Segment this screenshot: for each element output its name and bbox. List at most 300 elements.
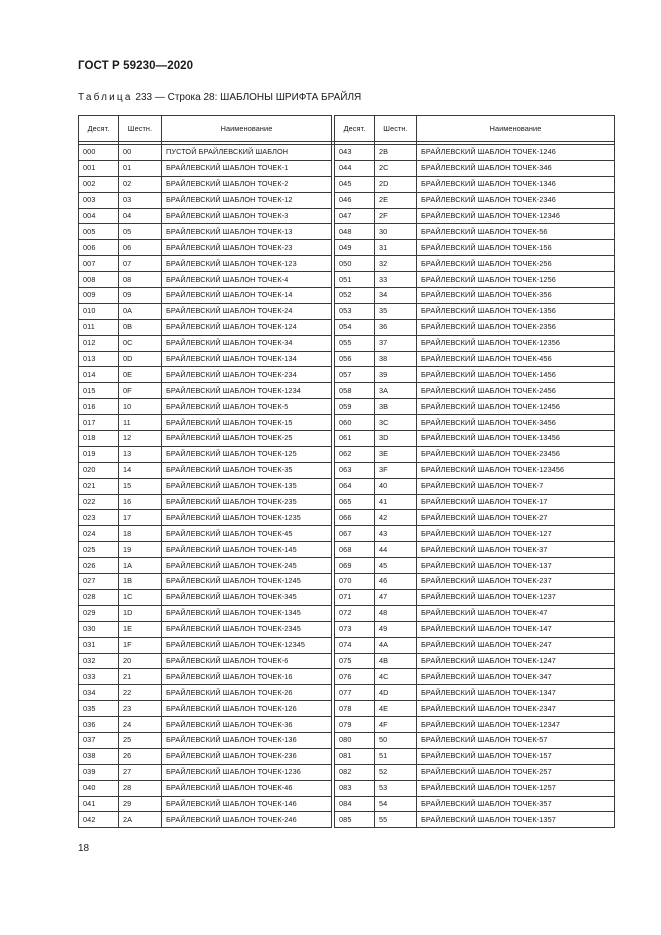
right-dec-cell: 073: [335, 621, 375, 637]
right-dec-cell: 067: [335, 526, 375, 542]
table-row: [79, 653, 615, 669]
left-hex-cell: 23: [119, 701, 162, 717]
left-dec-cell: 042: [79, 812, 119, 828]
left-name-cell: БРАЙЛЕВСКИЙ ШАБЛОН ТОЧЕК-2345: [162, 621, 332, 637]
left-dec-cell: 027: [79, 574, 119, 590]
right-name-cell: БРАЙЛЕВСКИЙ ШАБЛОН ТОЧЕК-356: [417, 288, 615, 304]
table-row: [79, 431, 615, 447]
right-hex-cell: 2F: [375, 208, 417, 224]
left-dec-cell: 016: [79, 399, 119, 415]
table-row: [79, 240, 615, 256]
right-hex-cell: 49: [375, 621, 417, 637]
table-row: [79, 685, 615, 701]
right-dec-cell: 082: [335, 764, 375, 780]
table-row: [79, 160, 615, 176]
table-row: [79, 526, 615, 542]
right-dec-cell: 057: [335, 367, 375, 383]
document-header: ГОСТ Р 59230—2020: [78, 60, 194, 72]
left-dec-cell: 006: [79, 240, 119, 256]
table-header-row: [79, 116, 615, 142]
left-name-cell: БРАЙЛЕВСКИЙ ШАБЛОН ТОЧЕК-35: [162, 462, 332, 478]
left-dec-cell: 014: [79, 367, 119, 383]
left-name-cell: БРАЙЛЕВСКИЙ ШАБЛОН ТОЧЕК-13: [162, 224, 332, 240]
left-dec-cell: 033: [79, 669, 119, 685]
right-dec-cell: 068: [335, 542, 375, 558]
left-hex-cell: 09: [119, 288, 162, 304]
right-name-cell: БРАЙЛЕВСКИЙ ШАБЛОН ТОЧЕК-13456: [417, 431, 615, 447]
left-hex-cell: 25: [119, 732, 162, 748]
right-dec-cell: 049: [335, 240, 375, 256]
right-hex-cell: 34: [375, 288, 417, 304]
table-row: [79, 812, 615, 828]
table-row: [79, 796, 615, 812]
left-name-cell: БРАЙЛЕВСКИЙ ШАБЛОН ТОЧЕК-12345: [162, 637, 332, 653]
left-dec-cell: 036: [79, 717, 119, 733]
right-name-cell: БРАЙЛЕВСКИЙ ШАБЛОН ТОЧЕК-1257: [417, 780, 615, 796]
left-hex-cell: 01: [119, 160, 162, 176]
left-hex-cell: 05: [119, 224, 162, 240]
left-hex-cell: 10: [119, 399, 162, 415]
right-dec-cell: 046: [335, 192, 375, 208]
left-hex-cell: 08: [119, 272, 162, 288]
left-hex-cell: 1E: [119, 621, 162, 637]
left-dec-cell: 035: [79, 701, 119, 717]
right-hex-cell: 53: [375, 780, 417, 796]
left-name-cell: БРАЙЛЕВСКИЙ ШАБЛОН ТОЧЕК-236: [162, 748, 332, 764]
left-hex-cell: 27: [119, 764, 162, 780]
right-hex-cell: 30: [375, 224, 417, 240]
left-hex-cell: 0A: [119, 303, 162, 319]
right-name-cell: БРАЙЛЕВСКИЙ ШАБЛОН ТОЧЕК-137: [417, 558, 615, 574]
table-row: [79, 288, 615, 304]
right-hex-cell: 4F: [375, 717, 417, 733]
right-dec-cell: 076: [335, 669, 375, 685]
table-row: [79, 351, 615, 367]
table-caption: [78, 92, 361, 103]
left-dec-cell: 032: [79, 653, 119, 669]
right-hex-cell: 51: [375, 748, 417, 764]
table-row: [79, 145, 615, 161]
right-name-cell: БРАЙЛЕВСКИЙ ШАБЛОН ТОЧЕК-37: [417, 542, 615, 558]
braille-patterns-table: [78, 115, 615, 828]
right-name-cell: БРАЙЛЕВСКИЙ ШАБЛОН ТОЧЕК-57: [417, 732, 615, 748]
right-name-cell: БРАЙЛЕВСКИЙ ШАБЛОН ТОЧЕК-1356: [417, 303, 615, 319]
left-hex-cell: 00: [119, 145, 162, 161]
left-hex-cell: 11: [119, 415, 162, 431]
right-dec-cell: 075: [335, 653, 375, 669]
right-hex-cell: 44: [375, 542, 417, 558]
left-name-cell: БРАЙЛЕВСКИЙ ШАБЛОН ТОЧЕК-6: [162, 653, 332, 669]
left-dec-cell: 031: [79, 637, 119, 653]
left-name-cell: БРАЙЛЕВСКИЙ ШАБЛОН ТОЧЕК-235: [162, 494, 332, 510]
column-header-hex-left: Шестн.: [119, 116, 162, 142]
left-dec-cell: 002: [79, 176, 119, 192]
right-hex-cell: 4E: [375, 701, 417, 717]
left-name-cell: БРАЙЛЕВСКИЙ ШАБЛОН ТОЧЕК-1236: [162, 764, 332, 780]
table-row: [79, 192, 615, 208]
left-dec-cell: 003: [79, 192, 119, 208]
right-name-cell: БРАЙЛЕВСКИЙ ШАБЛОН ТОЧЕК-456: [417, 351, 615, 367]
left-dec-cell: 029: [79, 605, 119, 621]
left-hex-cell: 20: [119, 653, 162, 669]
right-name-cell: БРАЙЛЕВСКИЙ ШАБЛОН ТОЧЕК-2347: [417, 701, 615, 717]
table-row: [79, 637, 615, 653]
right-dec-cell: 072: [335, 605, 375, 621]
right-name-cell: БРАЙЛЕВСКИЙ ШАБЛОН ТОЧЕК-1256: [417, 272, 615, 288]
left-dec-cell: 012: [79, 335, 119, 351]
table-row: [79, 589, 615, 605]
right-name-cell: БРАЙЛЕВСКИЙ ШАБЛОН ТОЧЕК-1456: [417, 367, 615, 383]
table-row: [79, 303, 615, 319]
left-name-cell: БРАЙЛЕВСКИЙ ШАБЛОН ТОЧЕК-23: [162, 240, 332, 256]
table-row: [79, 701, 615, 717]
left-name-cell: БРАЙЛЕВСКИЙ ШАБЛОН ТОЧЕК-125: [162, 446, 332, 462]
right-name-cell: БРАЙЛЕВСКИЙ ШАБЛОН ТОЧЕК-123456: [417, 462, 615, 478]
left-hex-cell: 0D: [119, 351, 162, 367]
right-dec-cell: 071: [335, 589, 375, 605]
right-name-cell: БРАЙЛЕВСКИЙ ШАБЛОН ТОЧЕК-256: [417, 256, 615, 272]
table-row: [79, 574, 615, 590]
right-hex-cell: 47: [375, 589, 417, 605]
left-name-cell: БРАЙЛЕВСКИЙ ШАБЛОН ТОЧЕК-34: [162, 335, 332, 351]
right-name-cell: БРАЙЛЕВСКИЙ ШАБЛОН ТОЧЕК-2356: [417, 319, 615, 335]
left-name-cell: БРАЙЛЕВСКИЙ ШАБЛОН ТОЧЕК-1345: [162, 605, 332, 621]
left-name-cell: БРАЙЛЕВСКИЙ ШАБЛОН ТОЧЕК-24: [162, 303, 332, 319]
left-name-cell: БРАЙЛЕВСКИЙ ШАБЛОН ТОЧЕК-146: [162, 796, 332, 812]
right-dec-cell: 054: [335, 319, 375, 335]
table-row: [79, 510, 615, 526]
left-dec-cell: 023: [79, 510, 119, 526]
left-name-cell: БРАЙЛЕВСКИЙ ШАБЛОН ТОЧЕК-5: [162, 399, 332, 415]
table-row: [79, 764, 615, 780]
table-row: [79, 732, 615, 748]
right-hex-cell: 3D: [375, 431, 417, 447]
right-hex-cell: 4C: [375, 669, 417, 685]
table-row: [79, 319, 615, 335]
right-hex-cell: 3A: [375, 383, 417, 399]
column-header-name-right: Наименование: [417, 116, 615, 142]
right-dec-cell: 070: [335, 574, 375, 590]
left-hex-cell: 17: [119, 510, 162, 526]
table-row: [79, 717, 615, 733]
column-header-dec-left: Десят.: [79, 116, 119, 142]
table-row: [79, 446, 615, 462]
right-dec-cell: 056: [335, 351, 375, 367]
right-hex-cell: 33: [375, 272, 417, 288]
left-dec-cell: 001: [79, 160, 119, 176]
right-hex-cell: 32: [375, 256, 417, 272]
right-hex-cell: 3B: [375, 399, 417, 415]
left-dec-cell: 040: [79, 780, 119, 796]
left-dec-cell: 020: [79, 462, 119, 478]
right-dec-cell: 055: [335, 335, 375, 351]
right-name-cell: БРАЙЛЕВСКИЙ ШАБЛОН ТОЧЕК-1237: [417, 589, 615, 605]
table-row: [79, 542, 615, 558]
page-number: 18: [78, 843, 90, 854]
right-dec-cell: 069: [335, 558, 375, 574]
left-dec-cell: 017: [79, 415, 119, 431]
right-dec-cell: 064: [335, 478, 375, 494]
left-name-cell: БРАЙЛЕВСКИЙ ШАБЛОН ТОЧЕК-3: [162, 208, 332, 224]
right-dec-cell: 059: [335, 399, 375, 415]
left-name-cell: БРАЙЛЕВСКИЙ ШАБЛОН ТОЧЕК-45: [162, 526, 332, 542]
right-name-cell: БРАЙЛЕВСКИЙ ШАБЛОН ТОЧЕК-12456: [417, 399, 615, 415]
right-dec-cell: 052: [335, 288, 375, 304]
right-hex-cell: 38: [375, 351, 417, 367]
braille-table-container: [78, 115, 614, 828]
right-hex-cell: 45: [375, 558, 417, 574]
left-name-cell: БРАЙЛЕВСКИЙ ШАБЛОН ТОЧЕК-234: [162, 367, 332, 383]
left-dec-cell: 015: [79, 383, 119, 399]
right-dec-cell: 058: [335, 383, 375, 399]
right-name-cell: БРАЙЛЕВСКИЙ ШАБЛОН ТОЧЕК-257: [417, 764, 615, 780]
right-hex-cell: 4B: [375, 653, 417, 669]
left-dec-cell: 019: [79, 446, 119, 462]
right-name-cell: БРАЙЛЕВСКИЙ ШАБЛОН ТОЧЕК-56: [417, 224, 615, 240]
left-hex-cell: 02: [119, 176, 162, 192]
right-dec-cell: 044: [335, 160, 375, 176]
left-dec-cell: 039: [79, 764, 119, 780]
caption-title: 233 — Строка 28: ШАБЛОНЫ ШРИФТА БРАЙЛЯ: [132, 92, 362, 103]
right-dec-cell: 074: [335, 637, 375, 653]
right-name-cell: БРАЙЛЕВСКИЙ ШАБЛОН ТОЧЕК-147: [417, 621, 615, 637]
left-name-cell: БРАЙЛЕВСКИЙ ШАБЛОН ТОЧЕК-2: [162, 176, 332, 192]
right-hex-cell: 36: [375, 319, 417, 335]
table-row: [79, 669, 615, 685]
left-name-cell: БРАЙЛЕВСКИЙ ШАБЛОН ТОЧЕК-14: [162, 288, 332, 304]
left-name-cell: БРАЙЛЕВСКИЙ ШАБЛОН ТОЧЕК-25: [162, 431, 332, 447]
table-row: [79, 399, 615, 415]
left-hex-cell: 07: [119, 256, 162, 272]
left-dec-cell: 028: [79, 589, 119, 605]
right-hex-cell: 2C: [375, 160, 417, 176]
right-name-cell: БРАЙЛЕВСКИЙ ШАБЛОН ТОЧЕК-12346: [417, 208, 615, 224]
left-hex-cell: 06: [119, 240, 162, 256]
right-dec-cell: 053: [335, 303, 375, 319]
left-name-cell: БРАЙЛЕВСКИЙ ШАБЛОН ТОЧЕК-1235: [162, 510, 332, 526]
right-name-cell: БРАЙЛЕВСКИЙ ШАБЛОН ТОЧЕК-346: [417, 160, 615, 176]
left-name-cell: БРАЙЛЕВСКИЙ ШАБЛОН ТОЧЕК-123: [162, 256, 332, 272]
left-hex-cell: 24: [119, 717, 162, 733]
left-name-cell: БРАЙЛЕВСКИЙ ШАБЛОН ТОЧЕК-245: [162, 558, 332, 574]
left-dec-cell: 026: [79, 558, 119, 574]
right-dec-cell: 079: [335, 717, 375, 733]
left-hex-cell: 14: [119, 462, 162, 478]
right-dec-cell: 083: [335, 780, 375, 796]
right-name-cell: БРАЙЛЕВСКИЙ ШАБЛОН ТОЧЕК-127: [417, 526, 615, 542]
table-row: [79, 494, 615, 510]
left-name-cell: БРАЙЛЕВСКИЙ ШАБЛОН ТОЧЕК-145: [162, 542, 332, 558]
left-name-cell: БРАЙЛЕВСКИЙ ШАБЛОН ТОЧЕК-46: [162, 780, 332, 796]
right-name-cell: БРАЙЛЕВСКИЙ ШАБЛОН ТОЧЕК-47: [417, 605, 615, 621]
left-dec-cell: 034: [79, 685, 119, 701]
left-name-cell: БРАЙЛЕВСКИЙ ШАБЛОН ТОЧЕК-246: [162, 812, 332, 828]
table-row: [79, 415, 615, 431]
right-dec-cell: 062: [335, 446, 375, 462]
left-hex-cell: 1B: [119, 574, 162, 590]
left-name-cell: БРАЙЛЕВСКИЙ ШАБЛОН ТОЧЕК-4: [162, 272, 332, 288]
right-hex-cell: 2D: [375, 176, 417, 192]
right-hex-cell: 3E: [375, 446, 417, 462]
table-row: [79, 780, 615, 796]
right-hex-cell: 50: [375, 732, 417, 748]
left-hex-cell: 2A: [119, 812, 162, 828]
right-hex-cell: 31: [375, 240, 417, 256]
left-hex-cell: 0B: [119, 319, 162, 335]
left-dec-cell: 037: [79, 732, 119, 748]
left-hex-cell: 04: [119, 208, 162, 224]
right-hex-cell: 37: [375, 335, 417, 351]
right-dec-cell: 060: [335, 415, 375, 431]
right-dec-cell: 066: [335, 510, 375, 526]
left-dec-cell: 005: [79, 224, 119, 240]
left-hex-cell: 1F: [119, 637, 162, 653]
left-name-cell: БРАЙЛЕВСКИЙ ШАБЛОН ТОЧЕК-36: [162, 717, 332, 733]
left-hex-cell: 1C: [119, 589, 162, 605]
right-name-cell: БРАЙЛЕВСКИЙ ШАБЛОН ТОЧЕК-27: [417, 510, 615, 526]
left-dec-cell: 025: [79, 542, 119, 558]
column-header-dec-right: Десят.: [335, 116, 375, 142]
left-name-cell: ПУСТОЙ БРАЙЛЕВСКИЙ ШАБЛОН: [162, 145, 332, 161]
column-header-hex-right: Шестн.: [375, 116, 417, 142]
right-dec-cell: 050: [335, 256, 375, 272]
right-dec-cell: 085: [335, 812, 375, 828]
right-dec-cell: 051: [335, 272, 375, 288]
table-row: [79, 748, 615, 764]
right-hex-cell: 4D: [375, 685, 417, 701]
left-hex-cell: 0E: [119, 367, 162, 383]
left-hex-cell: 15: [119, 478, 162, 494]
right-name-cell: БРАЙЛЕВСКИЙ ШАБЛОН ТОЧЕК-237: [417, 574, 615, 590]
table-row: [79, 478, 615, 494]
left-name-cell: БРАЙЛЕВСКИЙ ШАБЛОН ТОЧЕК-134: [162, 351, 332, 367]
left-name-cell: БРАЙЛЕВСКИЙ ШАБЛОН ТОЧЕК-135: [162, 478, 332, 494]
right-hex-cell: 43: [375, 526, 417, 542]
left-dec-cell: 024: [79, 526, 119, 542]
left-hex-cell: 22: [119, 685, 162, 701]
left-hex-cell: 29: [119, 796, 162, 812]
left-dec-cell: 010: [79, 303, 119, 319]
left-name-cell: БРАЙЛЕВСКИЙ ШАБЛОН ТОЧЕК-12: [162, 192, 332, 208]
left-dec-cell: 041: [79, 796, 119, 812]
right-dec-cell: 061: [335, 431, 375, 447]
right-hex-cell: 55: [375, 812, 417, 828]
right-name-cell: БРАЙЛЕВСКИЙ ШАБЛОН ТОЧЕК-347: [417, 669, 615, 685]
table-row: [79, 208, 615, 224]
right-name-cell: БРАЙЛЕВСКИЙ ШАБЛОН ТОЧЕК-247: [417, 637, 615, 653]
right-name-cell: БРАЙЛЕВСКИЙ ШАБЛОН ТОЧЕК-157: [417, 748, 615, 764]
right-name-cell: БРАЙЛЕВСКИЙ ШАБЛОН ТОЧЕК-1247: [417, 653, 615, 669]
left-name-cell: БРАЙЛЕВСКИЙ ШАБЛОН ТОЧЕК-26: [162, 685, 332, 701]
right-dec-cell: 048: [335, 224, 375, 240]
right-hex-cell: 52: [375, 764, 417, 780]
table-row: [79, 224, 615, 240]
right-dec-cell: 047: [335, 208, 375, 224]
right-hex-cell: 48: [375, 605, 417, 621]
right-dec-cell: 077: [335, 685, 375, 701]
left-dec-cell: 007: [79, 256, 119, 272]
right-hex-cell: 42: [375, 510, 417, 526]
right-name-cell: БРАЙЛЕВСКИЙ ШАБЛОН ТОЧЕК-23456: [417, 446, 615, 462]
table-row: [79, 558, 615, 574]
table-row: [79, 367, 615, 383]
right-hex-cell: 54: [375, 796, 417, 812]
table-row: [79, 383, 615, 399]
left-dec-cell: 000: [79, 145, 119, 161]
right-dec-cell: 081: [335, 748, 375, 764]
left-hex-cell: 0F: [119, 383, 162, 399]
right-dec-cell: 065: [335, 494, 375, 510]
table-row: [79, 462, 615, 478]
left-name-cell: БРАЙЛЕВСКИЙ ШАБЛОН ТОЧЕК-1: [162, 160, 332, 176]
right-dec-cell: 080: [335, 732, 375, 748]
right-name-cell: БРАЙЛЕВСКИЙ ШАБЛОН ТОЧЕК-1346: [417, 176, 615, 192]
left-dec-cell: 018: [79, 431, 119, 447]
right-name-cell: БРАЙЛЕВСКИЙ ШАБЛОН ТОЧЕК-7: [417, 478, 615, 494]
right-name-cell: БРАЙЛЕВСКИЙ ШАБЛОН ТОЧЕК-17: [417, 494, 615, 510]
right-dec-cell: 063: [335, 462, 375, 478]
right-name-cell: БРАЙЛЕВСКИЙ ШАБЛОН ТОЧЕК-1347: [417, 685, 615, 701]
right-name-cell: БРАЙЛЕВСКИЙ ШАБЛОН ТОЧЕК-12356: [417, 335, 615, 351]
table-row: [79, 176, 615, 192]
left-dec-cell: 011: [79, 319, 119, 335]
caption-label: Таблица: [78, 92, 133, 103]
right-name-cell: БРАЙЛЕВСКИЙ ШАБЛОН ТОЧЕК-357: [417, 796, 615, 812]
right-dec-cell: 078: [335, 701, 375, 717]
left-hex-cell: 13: [119, 446, 162, 462]
right-name-cell: БРАЙЛЕВСКИЙ ШАБЛОН ТОЧЕК-1246: [417, 145, 615, 161]
right-hex-cell: 40: [375, 478, 417, 494]
left-name-cell: БРАЙЛЕВСКИЙ ШАБЛОН ТОЧЕК-15: [162, 415, 332, 431]
right-name-cell: БРАЙЛЕВСКИЙ ШАБЛОН ТОЧЕК-2456: [417, 383, 615, 399]
table-row: [79, 272, 615, 288]
right-name-cell: БРАЙЛЕВСКИЙ ШАБЛОН ТОЧЕК-156: [417, 240, 615, 256]
right-dec-cell: 045: [335, 176, 375, 192]
left-name-cell: БРАЙЛЕВСКИЙ ШАБЛОН ТОЧЕК-16: [162, 669, 332, 685]
left-hex-cell: 26: [119, 748, 162, 764]
right-hex-cell: 3F: [375, 462, 417, 478]
left-dec-cell: 013: [79, 351, 119, 367]
column-header-name-left: Наименование: [162, 116, 332, 142]
right-name-cell: БРАЙЛЕВСКИЙ ШАБЛОН ТОЧЕК-3456: [417, 415, 615, 431]
table-row: [79, 621, 615, 637]
right-hex-cell: 2E: [375, 192, 417, 208]
right-hex-cell: 35: [375, 303, 417, 319]
right-hex-cell: 46: [375, 574, 417, 590]
left-name-cell: БРАЙЛЕВСКИЙ ШАБЛОН ТОЧЕК-345: [162, 589, 332, 605]
right-dec-cell: 084: [335, 796, 375, 812]
left-hex-cell: 1D: [119, 605, 162, 621]
left-hex-cell: 0C: [119, 335, 162, 351]
left-dec-cell: 021: [79, 478, 119, 494]
left-name-cell: БРАЙЛЕВСКИЙ ШАБЛОН ТОЧЕК-1245: [162, 574, 332, 590]
table-row: [79, 605, 615, 621]
left-hex-cell: 1A: [119, 558, 162, 574]
left-name-cell: БРАЙЛЕВСКИЙ ШАБЛОН ТОЧЕК-136: [162, 732, 332, 748]
right-hex-cell: 41: [375, 494, 417, 510]
right-dec-cell: 043: [335, 145, 375, 161]
left-dec-cell: 022: [79, 494, 119, 510]
left-name-cell: БРАЙЛЕВСКИЙ ШАБЛОН ТОЧЕК-124: [162, 319, 332, 335]
left-name-cell: БРАЙЛЕВСКИЙ ШАБЛОН ТОЧЕК-126: [162, 701, 332, 717]
left-dec-cell: 004: [79, 208, 119, 224]
left-hex-cell: 12: [119, 431, 162, 447]
right-name-cell: БРАЙЛЕВСКИЙ ШАБЛОН ТОЧЕК-12347: [417, 717, 615, 733]
table-row: [79, 256, 615, 272]
right-name-cell: БРАЙЛЕВСКИЙ ШАБЛОН ТОЧЕК-2346: [417, 192, 615, 208]
left-hex-cell: 28: [119, 780, 162, 796]
left-hex-cell: 16: [119, 494, 162, 510]
